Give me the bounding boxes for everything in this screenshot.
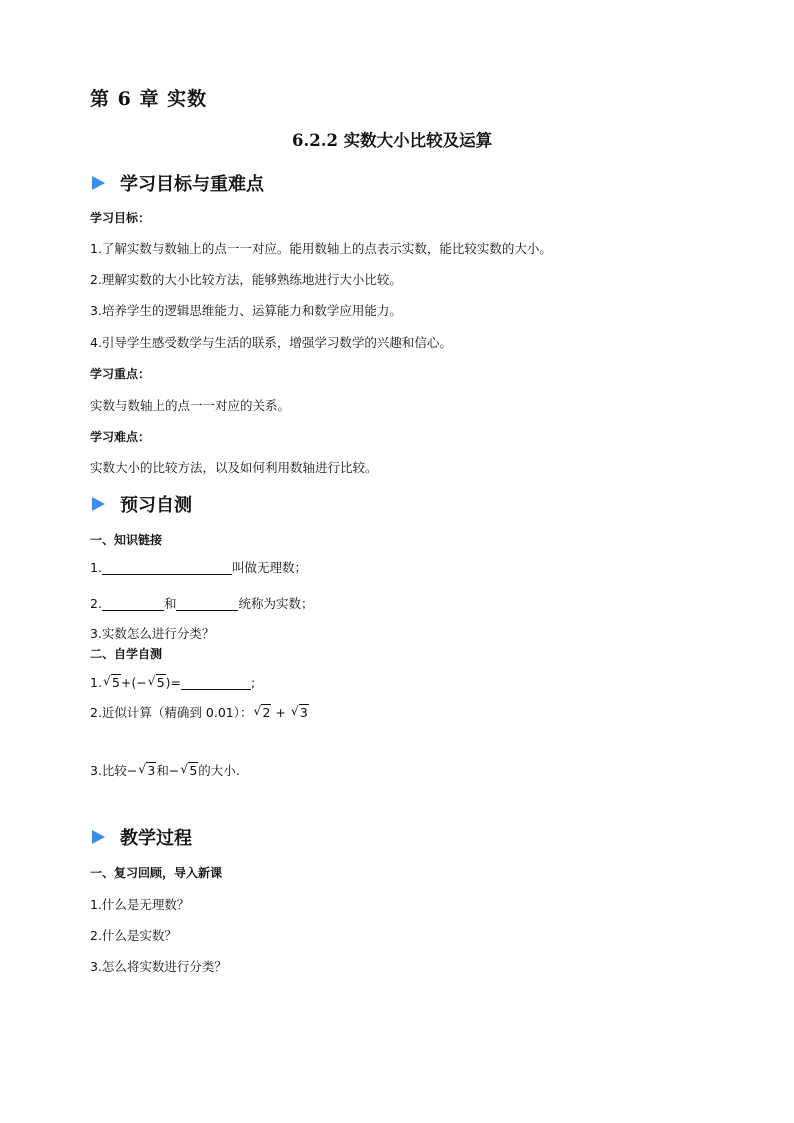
exercise-number: 1.	[90, 675, 102, 690]
exercise-1	[90, 675, 255, 690]
sqrt-expression: √ 5	[147, 674, 165, 690]
exercise-text: ;	[251, 675, 256, 690]
list-item: 2.什么是实数？	[90, 928, 177, 943]
part-label: 一、复习回顾，导入新课	[90, 866, 223, 880]
sqrt-expression: √ 3	[138, 762, 156, 778]
radicand: 5	[189, 763, 198, 778]
exercise-2	[90, 703, 309, 721]
goal-item: 3.培养学生的逻辑思维能力、运算能力和数学应用能力。	[90, 303, 402, 318]
sqrt-expression: √ 5	[180, 762, 198, 778]
part-label: 一、知识链接	[90, 533, 163, 547]
lesson-title: 6.2.2 实数大小比较及运算	[292, 131, 493, 150]
play-triangle-icon	[92, 497, 105, 511]
exercise-text: 3.比较−	[90, 763, 138, 778]
key-label: 学习重点：	[90, 367, 151, 381]
radicand: 2	[262, 705, 271, 720]
sqrt-expression: √ 2	[253, 704, 271, 720]
sqrt-expression: √ 5	[102, 674, 120, 690]
goal-item: 1.了解实数与数轴上的点一一对应。能用数轴上的点表示实数，能比较实数的大小。	[90, 241, 552, 256]
section-title: 预习自测	[120, 495, 192, 516]
answer-blank	[181, 675, 251, 690]
plus-sign: +	[271, 705, 290, 720]
exercise-text: +(−	[120, 675, 147, 690]
radicand: 5	[111, 675, 120, 690]
play-triangle-icon	[92, 830, 105, 844]
answer-blank	[176, 596, 238, 611]
question-1	[90, 558, 307, 576]
part-label: 二、自学自测	[90, 647, 163, 661]
radicand: 3	[147, 763, 156, 778]
sqrt-expression: √ 3	[290, 704, 308, 720]
section-heading-preview	[92, 491, 192, 517]
question-3: 3.实数怎么进行分类？	[90, 626, 215, 641]
chapter-title: 第 6 章 实数	[90, 88, 208, 110]
difficult-label: 学习难点：	[90, 430, 151, 444]
radicand: 3	[299, 705, 308, 720]
play-triangle-icon	[92, 176, 105, 190]
section-heading-objectives	[92, 170, 264, 196]
goal-item: 2.理解实数的大小比较方法，能够熟练地进行大小比较。	[90, 272, 402, 287]
exercise-text: )=	[165, 675, 182, 690]
question-text: 叫做无理数；	[231, 560, 307, 575]
question-number: 1.	[90, 560, 102, 575]
section-heading-teaching	[92, 824, 192, 850]
list-item: 1.什么是无理数？	[90, 897, 190, 912]
question-2	[90, 594, 313, 612]
answer-blank	[102, 596, 164, 611]
goals-label: 学习目标：	[90, 211, 151, 225]
section-title: 学习目标与重难点	[120, 174, 264, 195]
exercise-text: 和−	[156, 763, 180, 778]
question-text: 统称为实数；	[238, 596, 314, 611]
exercise-text: 2.近似计算（精确到 0.01）：	[90, 705, 253, 720]
exercise-text: 的大小.	[198, 763, 240, 778]
difficult-text: 实数大小的比较方法，以及如何利用数轴进行比较。	[90, 460, 378, 475]
answer-blank	[102, 560, 232, 575]
exercise-3	[90, 761, 240, 779]
question-text: 和	[163, 596, 177, 611]
key-text: 实数与数轴上的点一一对应的关系。	[90, 398, 291, 413]
radicand: 5	[156, 675, 165, 690]
section-title: 教学过程	[120, 828, 192, 849]
goal-item: 4.引导学生感受数学与生活的联系，增强学习数学的兴趣和信心。	[90, 335, 452, 350]
list-item: 3.怎么将实数进行分类？	[90, 959, 227, 974]
question-number: 2.	[90, 596, 102, 611]
